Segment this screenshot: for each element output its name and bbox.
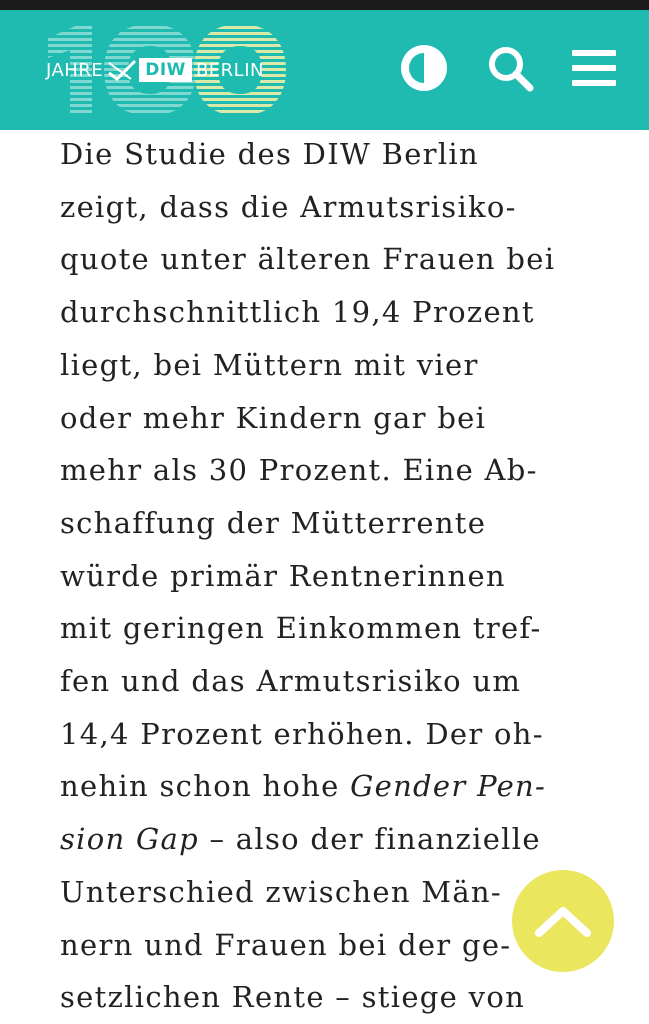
search-icon [484, 42, 536, 94]
contrast-icon [398, 42, 450, 94]
article-line [60, 813, 620, 866]
chevron-up-icon [533, 901, 593, 941]
article-line: durchschnittlich 19,4 Prozent [60, 295, 535, 330]
logo-jahre-text: JAHRE [46, 59, 104, 81]
article-line [60, 760, 620, 813]
article-line: setzlichen Rente – stiege von [60, 980, 526, 1015]
diw-100-jahre-logo[interactable] [40, 20, 290, 120]
article-line: quote unter älteren Frauen bei [60, 242, 556, 277]
article-line: Unterschied zwischen Män- [60, 874, 503, 909]
check-mark-icon [107, 59, 137, 81]
article-line: nern und Frauen bei der ge- [60, 927, 512, 962]
hamburger-menu-icon [568, 42, 620, 94]
logo-diw-text: DIW [139, 58, 192, 82]
menu-button[interactable] [566, 40, 622, 96]
logo-wordmark [40, 56, 264, 84]
article-line: Die Studie des DIW Berlin [60, 137, 479, 171]
article-text: – also der finanzielle [198, 822, 541, 857]
gender-pension-gap-term: Gender Pen- [350, 769, 547, 804]
article-line: würde primär Rentnerinnen [60, 558, 506, 593]
contrast-toggle-button[interactable] [396, 40, 452, 96]
article-line: schaffung der Mütterrente [60, 505, 487, 540]
article-line: mehr als 30 Prozent. Eine Ab- [60, 453, 538, 488]
site-header [0, 10, 649, 130]
article-line: 14,4 Prozent erhöhen. Der oh- [60, 716, 544, 751]
article-line: oder mehr Kindern gar bei [60, 400, 487, 435]
article-line: zeigt, dass die Armutsrisiko- [60, 189, 517, 224]
back-to-top-button[interactable] [512, 870, 614, 972]
logo-berlin-text: BERLIN [195, 59, 264, 81]
article-text: nehin schon hohe [60, 769, 340, 804]
search-button[interactable] [482, 40, 538, 96]
gender-pension-gap-term: sion Gap [60, 822, 199, 857]
status-strip [0, 0, 649, 10]
article-line: mit geringen Einkommen tref- [60, 611, 542, 646]
article-line: liegt, bei Müttern mit vier [60, 347, 479, 382]
article-line: fen und das Armutsrisiko um [60, 664, 522, 699]
